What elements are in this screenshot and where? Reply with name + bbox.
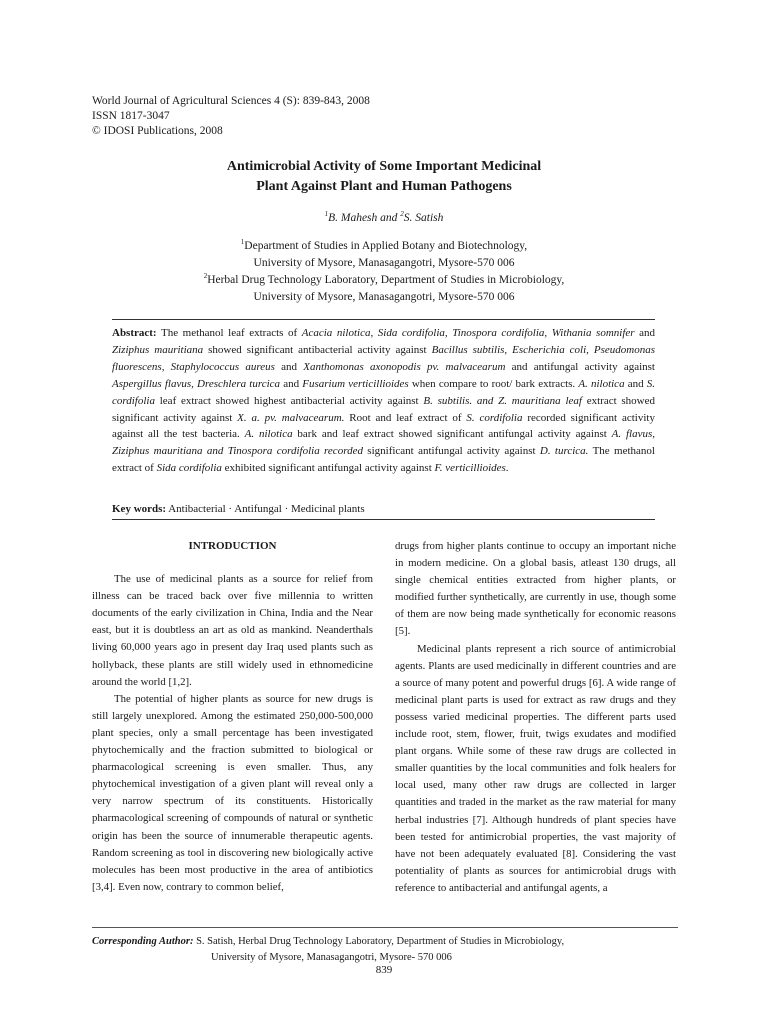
body-paragraph: Medicinal plants represent a rich source of antimicrobial agents. Plants are used medicinally in different countries and are a source of many potent and powerful drugs [6]. A wide range of medicinal plant parts is used for extract as raw drugs and they possess varied medicinal properties. The different parts used include root, stem, flower, fruit, twigs exudates and modified plant organs. While some of these raw drugs are collected in smaller quantities by the local communities and folk healers for local used, many other raw drugs are collected in larger quantities and traded in the market as the raw material for many herbal industries [7]. Although hundreds of plant species have been tested for antimicrobial properties, the vast majority of have not been adequately evaluated [8]. Considering the vast potentiality of plants as sources for antimicrobial drugs with reference to antibacterial and antifungal agents, a <box>395 642 676 894</box>
affiliation-1 <box>0 238 768 255</box>
abstract-species: S. cordifolia <box>466 411 523 424</box>
title-line-1: Antimicrobial Activity of Some Important Medicinal <box>226 159 542 174</box>
keywords <box>112 503 655 515</box>
keywords-list: Antibacterial · Antifungal · Medicinal plants <box>166 503 365 515</box>
abstract-species: S. cordifolia <box>112 377 656 407</box>
keywords-bottom-rule <box>112 519 655 520</box>
affiliation-1-mark: 1 <box>240 238 245 247</box>
abstract-label: Abstract: <box>112 327 157 339</box>
affiliation-2-mark: 2 <box>203 272 208 281</box>
section-heading-introduction: INTRODUCTION <box>188 540 277 552</box>
affiliation-2-dept: Herbal Drug Technology Laboratory, Department of Studies in Microbiology, <box>207 274 565 286</box>
author-2-affil-mark: 2 <box>400 210 404 219</box>
corresponding-line-2: University of Mysore, Manasagangotri, Mysore- 570 006 <box>211 952 452 963</box>
abstract-species: A. nilotica <box>578 377 625 390</box>
abstract-text: leaf extract showed highest antibacterial activity against <box>154 394 424 407</box>
corresponding-line-1 <box>92 934 692 950</box>
abstract-text: extract showed significant activity against <box>112 394 656 424</box>
abstract-species: A. nilotica <box>244 428 293 441</box>
abstract-species: F. verticillioides <box>434 462 506 475</box>
affiliation-1-dept: Department of Studies in Applied Botany and Biotechnology, <box>244 240 528 252</box>
corresponding-author <box>92 934 692 966</box>
abstract-text: when compare to root/ bark extracts. <box>408 377 579 390</box>
abstract-top-rule <box>112 319 655 320</box>
abstract-species: Xanthomonas axonopodis pv. malvacearum <box>303 360 506 373</box>
body-column-left <box>92 538 373 896</box>
paper-title <box>0 157 768 197</box>
abstract-text: exhibited significant antifungal activity against <box>221 462 435 475</box>
abstract-text: The methanol leaf extracts of <box>156 327 302 339</box>
abstract-species: B. subtilis. and Z. mauritiana leaf <box>423 394 582 407</box>
abstract-text: and <box>624 377 647 390</box>
affiliations <box>0 238 768 306</box>
author-1-affil-mark: 1 <box>324 210 329 219</box>
body-paragraph: The potential of higher plants as source for new drugs is still largely unexplored. Among the estimated 250,000-500,000 plant species, only a small percentage has been investigated phytochemically and the fraction submitted to biological or pharmacological screening is even smaller. Thus, any phytochemical investigation of a given plant will reveal only a very narrow spectrum of its constituents. Historically pharmacological screening of compounds of natural or synthetic origin has been the source of innumerable therapeutic agents. Random screening as tool in discovering new biologically active molecules has been most productive in the area of antibiotics [3,4]. Even now, contrary to common belief, <box>92 692 373 893</box>
title-line-2: Plant Against Plant and Human Pathogens <box>256 179 512 194</box>
affiliation-2-address: University of Mysore, Manasagangotri, Mysore-570 006 <box>253 291 515 303</box>
abstract-species: D. turcica. <box>539 445 589 458</box>
abstract-species: A. flavus, Ziziphus mauritiana and Tinospora cordifolia recorded <box>112 428 655 458</box>
abstract-text: . <box>505 462 509 475</box>
abstract-text: The methanol extract of <box>112 445 655 475</box>
page-number: 839 <box>375 964 393 976</box>
abstract-text: significant antifungal activity against <box>362 445 540 458</box>
abstract-species: Fusarium verticillioides <box>302 377 409 390</box>
abstract-text: recorded significant activity against all the test bacteria. <box>112 411 655 441</box>
abstract-species: Acacia nilotica, Sida cordifolia, Tinospora cordifolia, Withania somnifer <box>301 327 635 339</box>
affiliation-1-address: University of Mysore, Manasagangotri, Mysore-570 006 <box>253 257 515 269</box>
journal-issn: ISSN 1817-3047 <box>92 110 170 122</box>
abstract-species: Sida cordifolia <box>156 462 222 475</box>
abstract <box>112 325 655 477</box>
keywords-label: Key words: <box>112 503 167 515</box>
body-paragraph: drugs from higher plants continue to occupy an important niche in modern medicine. On a global basis, atleast 130 drugs, all single chemical entities extracted from higher plants, or modified further synthetically, are currently in use, though some of them are now being made synthetically for economic reasons [5]. <box>395 540 676 638</box>
abstract-species: Bacillus subtilis, Escherichia coli, Pseudomonas fluorescens, Staphylococcus aureus <box>112 343 656 373</box>
author-1: B. Mahesh and <box>328 212 401 224</box>
journal-copyright: © IDOSI Publications, 2008 <box>92 125 223 137</box>
abstract-species: Ziziphus mauritiana <box>112 343 204 356</box>
author-2: S. Satish <box>403 212 444 224</box>
abstract-species: X. a. pv. malvacearum. <box>237 411 345 424</box>
abstract-species: Aspergillus flavus, Dreschlera turcica <box>112 377 281 390</box>
affiliation-2 <box>0 272 768 289</box>
journal-citation: World Journal of Agricultural Sciences 4 (S): 839-843, 2008 <box>92 95 370 107</box>
abstract-text: Root and leaf extract of <box>344 411 467 424</box>
body-paragraph: The use of medicinal plants as a source for relief from illness can be traced back over five millennia to written documents of the early civilization in China, India and the Near east, but it is doubtless an art as old as mankind. Neanderthals living 60,000 years ago in present day Iraq used plants such as hollyback, these plants are still widely used in ethnomedicine around the world [1,2]. <box>92 573 373 688</box>
abstract-text: and antifungal activity against <box>505 360 655 373</box>
abstract-text: and <box>634 327 656 339</box>
corresponding-label: Corresponding Author: <box>92 936 194 947</box>
abstract-text: and <box>274 360 304 373</box>
body-column-right <box>395 538 676 897</box>
footnote-rule <box>92 927 678 928</box>
journal-info <box>92 94 370 139</box>
corresponding-address: S. Satish, Herbal Drug Technology Laboratory, Department of Studies in Microbiology, <box>193 936 565 947</box>
author-list <box>0 212 768 224</box>
abstract-text: showed significant antibacterial activity against <box>203 343 432 356</box>
abstract-text: bark and leaf extract showed significant antifungal activity against <box>292 428 612 441</box>
abstract-text: and <box>280 377 303 390</box>
